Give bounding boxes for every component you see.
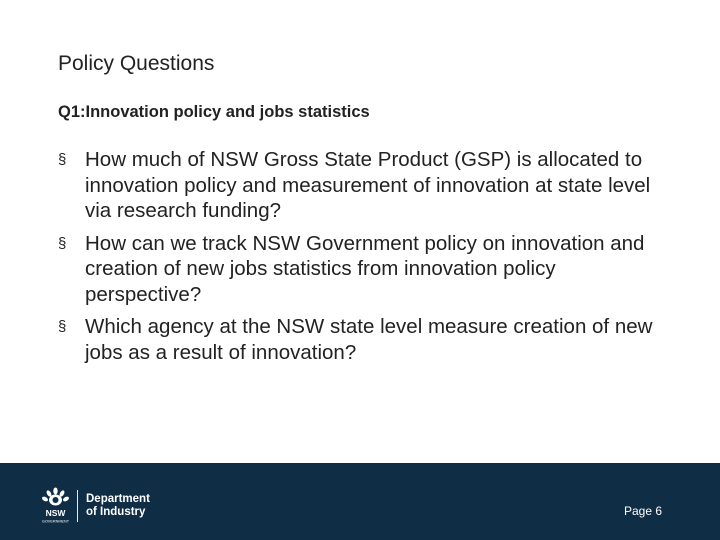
nsw-department-of-industry-logo [40,487,150,525]
bullet-marker-icon: § [58,234,67,252]
bullet-list [58,147,658,372]
logo-divider [77,490,78,522]
slide-subtitle: Q1:Innovation policy and jobs statistics [58,103,370,121]
slide-title: Policy Questions [58,52,215,75]
bullet-marker-icon: § [58,151,67,168]
bullet-text: Which agency at the NSW state level measure creation of new jobs as a result of innovation? [85,315,653,364]
footer-bar [0,463,720,540]
logo-emblem-text: NSW [45,508,66,518]
bullet-text: How much of NSW Gross State Product (GSP) is allocated to innovation policy and measurement of innovation at state level via research funding? [85,148,651,222]
nsw-waratah-logo-icon [40,487,71,525]
page-number: Page 6 [624,504,663,518]
department-name [86,493,150,519]
bullet-item [58,231,658,308]
bullet-text: How can we track NSW Government policy on innovation and creation of new jobs statistics from innovation policy perspective? [85,231,645,306]
logo-emblem-subtext: GOVERNMENT [41,519,70,524]
bullet-marker-icon: § [58,318,67,335]
department-name-line2: of Industry [86,506,146,518]
department-name-line1: Department [86,493,150,505]
bullet-item [58,147,658,224]
bullet-item [58,314,658,365]
